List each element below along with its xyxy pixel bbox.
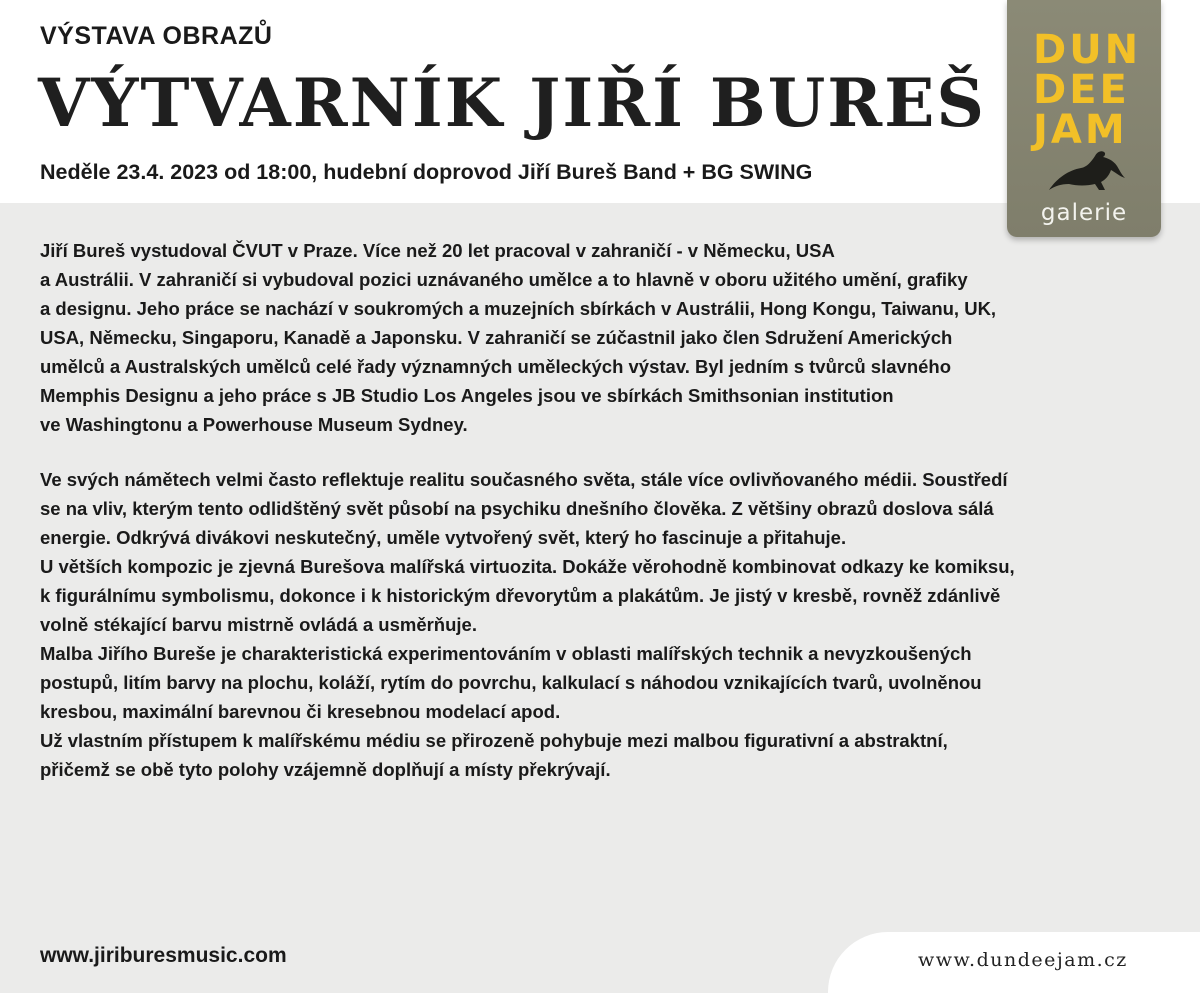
event-details: Neděle 23.4. 2023 od 18:00, hudební doprovod Jiří Bureš Band + BG SWING <box>40 160 813 184</box>
logo-line-1: DUN <box>1033 27 1142 73</box>
description-paragraph-2 <box>40 465 1165 784</box>
text-line: Jiří Bureš vystudoval ČVUT v Praze. Více než 20 let pracoval v zahraničí - v Německu, USA <box>40 240 835 261</box>
text-line: USA, Německu, Singaporu, Kanadě a Japonsku. V zahraničí se zúčastnil jako člen Sdružení Amerických <box>40 327 953 348</box>
text-line: U větších kompozic je zjevná Burešova malířská virtuozita. Dokáže věrohodně kombinovat odkazy ke komiksu, <box>40 556 1015 577</box>
exhibition-description <box>40 236 1165 784</box>
gallery-website-link[interactable]: www.dundeejam.cz <box>918 949 1128 971</box>
text-line: postupů, litím barvy na plochu, koláží, rytím do povrchu, kalkulací s náhodou vznikajících tvarů, uvolněnou <box>40 672 982 693</box>
logo-line-2: DEE <box>1033 67 1130 113</box>
page-title: VÝTVARNÍK JIŘÍ BUREŠ <box>38 64 987 142</box>
text-line: a Austrálii. V zahraničí si vybudoval pozici uznávaného umělce a to hlavně v oboru užitého umění, grafiky <box>40 269 968 290</box>
text-line: a designu. Jeho práce se nachází v soukromých a muzejních sbírkách v Austrálii, Hong Kongu, Taiwanu, UK, <box>40 298 997 319</box>
text-line: Memphis Designu a jeho práce s JB Studio Los Angeles jsou ve sbírkách Smithsonian institution <box>40 385 894 406</box>
gallery-logo <box>1007 0 1161 237</box>
kangaroo-icon <box>1047 148 1127 192</box>
text-line: kresbou, maximální barevnou či kresebnou modelací apod. <box>40 701 561 722</box>
text-line: volně stékající barvu mistrně ovládá a usměrňuje. <box>40 614 477 635</box>
text-line: přičemž se obě tyto polohy vzájemně doplňují a místy překrývají. <box>40 759 611 780</box>
text-line: ve Washingtonu a Powerhouse Museum Sydney. <box>40 414 468 435</box>
logo-line-3: JAM <box>1033 107 1128 153</box>
artist-website-link[interactable]: www.jiriburesmusic.com <box>40 944 287 967</box>
logo-subtitle: galerie <box>1040 200 1128 226</box>
text-line: Malba Jiřího Bureše je charakteristická experimentováním v oblasti malířských technik a nevyzkoušených <box>40 643 972 664</box>
exhibition-subtitle: VÝSTAVA OBRAZŮ <box>40 22 273 50</box>
text-line: se na vliv, kterým tento odlidštěný svět působí na psychiku dnešního člověka. Z většiny obrazů doslova sálá <box>40 498 994 519</box>
text-line: Už vlastním přístupem k malířskému médiu se přirozeně pohybuje mezi malbou figurativní a abstraktní, <box>40 730 948 751</box>
text-line: umělců a Australských umělců celé řady významných uměleckých výstav. Byl jedním s tvůrců slavného <box>40 356 952 377</box>
text-line: k figurálnímu symbolismu, dokonce i k historickým dřevorytům a plakátům. Je jistý v kresbě, rovněž zdánlivě <box>40 585 1001 606</box>
description-paragraph-1 <box>40 236 1165 439</box>
text-line: Ve svých námětech velmi často reflektuje realitu současného světa, stále více ovlivňovaného médii. Soustředí <box>40 469 1008 490</box>
text-line: energie. Odkrývá divákovi neskutečný, uměle vytvořený svět, který ho fascinuje a přitahuje. <box>40 527 847 548</box>
